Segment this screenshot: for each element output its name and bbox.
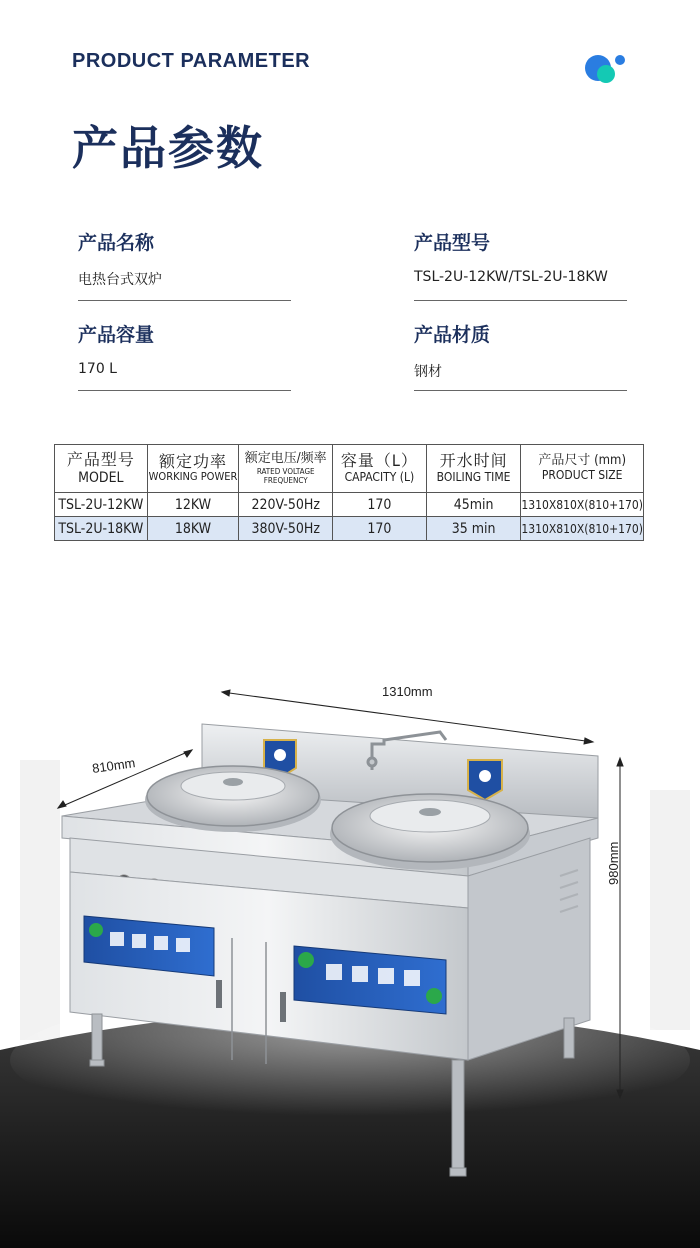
- header-en: BOILING TIME: [436, 469, 511, 484]
- header-en: WORKING POWER: [148, 470, 238, 484]
- param-value: 电热台式双炉: [78, 272, 162, 288]
- en-title: PRODUCT PARAMETER: [72, 50, 311, 72]
- table-cell: 18KW: [147, 517, 239, 541]
- table-header: [147, 445, 239, 493]
- dimension-width-label: 1310mm: [382, 684, 433, 699]
- header-cn: 额定电压/频率: [244, 450, 327, 466]
- table-cell: 220V-50Hz: [239, 493, 333, 517]
- param-model: [414, 228, 629, 285]
- door-handle: [216, 980, 222, 1008]
- header-en: RATED VOLTAGE FREQUENCY: [256, 466, 315, 485]
- param-value: TSL-2U-12KW/TSL-2U-18KW: [414, 269, 608, 285]
- divider: [78, 300, 291, 301]
- divider: [78, 390, 291, 391]
- header-en: PRODUCT SIZE: [541, 468, 623, 483]
- decorative-dots-icon: [582, 52, 628, 86]
- table-row: [55, 493, 644, 517]
- param-value: 170 L: [78, 361, 117, 377]
- divider: [414, 300, 627, 301]
- param-label: 产品容量: [78, 324, 155, 346]
- table-header: [426, 445, 521, 493]
- pot-right: [330, 794, 530, 870]
- table-cell: 45min: [426, 493, 521, 517]
- dimension-depth-label: 810mm: [91, 755, 137, 776]
- header-cn: 产品尺寸 (mm): [538, 453, 627, 469]
- table-header: [333, 445, 427, 493]
- param-product-name: [78, 228, 293, 289]
- table-cell: 380V-50Hz: [239, 517, 333, 541]
- divider: [414, 390, 627, 391]
- table-cell: 35 min: [426, 517, 521, 541]
- table-cell: 1310X810X(810+170): [521, 517, 644, 541]
- pot-left: [145, 766, 321, 832]
- door-handle: [280, 992, 286, 1022]
- double-stove-illustration: [0, 640, 700, 1248]
- spec-table: [54, 444, 644, 541]
- param-value: 钢材: [414, 364, 442, 380]
- header-cn: 额定功率: [159, 451, 228, 471]
- param-label: 产品材质: [414, 324, 491, 346]
- cn-title: 产品参数: [72, 121, 264, 175]
- param-capacity: [78, 320, 293, 377]
- table-cell: 170: [333, 517, 427, 541]
- header-cn: 开水时间: [439, 451, 508, 471]
- param-material: [414, 320, 629, 381]
- table-cell: 170: [333, 493, 427, 517]
- table-cell: TSL-2U-12KW: [55, 493, 148, 517]
- param-label: 产品名称: [78, 232, 155, 254]
- product-photo: [0, 640, 700, 1248]
- header-en: MODEL: [78, 469, 124, 486]
- table-header: [521, 445, 644, 493]
- table-header-row: [55, 445, 644, 493]
- table-cell: 12KW: [147, 493, 239, 517]
- table-header: [55, 445, 148, 493]
- table-row: [55, 517, 644, 541]
- table-cell: 1310X810X(810+170): [521, 493, 644, 517]
- table-header: [239, 445, 333, 493]
- brand-badge-right: [468, 760, 502, 800]
- header-en: CAPACITY (L): [344, 469, 415, 484]
- param-label: 产品型号: [414, 232, 491, 254]
- header-cn: 容量（L）: [340, 451, 418, 471]
- table-cell: TSL-2U-18KW: [55, 517, 148, 541]
- header-cn: 产品型号: [66, 450, 135, 470]
- dimension-height-label: 980mm: [606, 841, 621, 885]
